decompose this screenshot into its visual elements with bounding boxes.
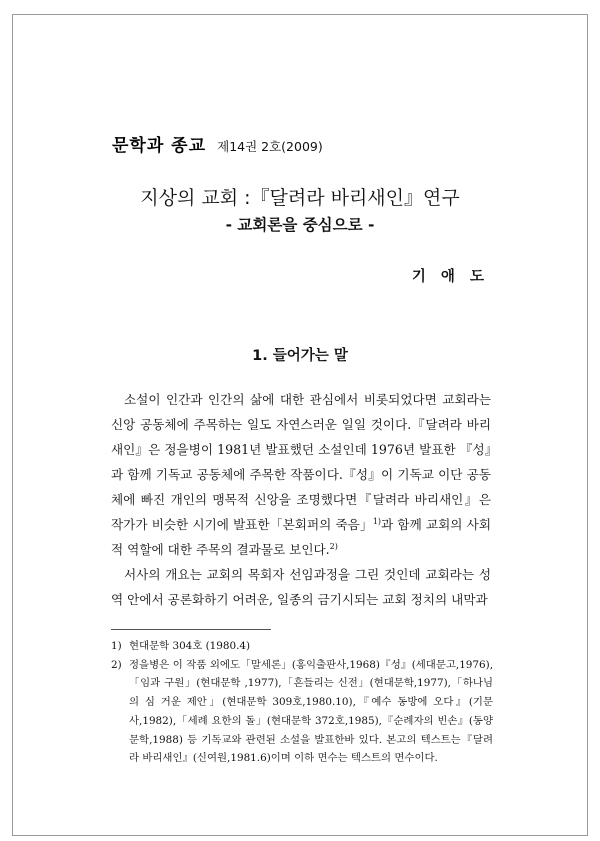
body-text (111, 387, 491, 612)
footnote-text: 현대문학 304호 (1980.4) (129, 640, 251, 652)
footnote-1 (111, 637, 493, 656)
paragraph-1-text: 소설이 인간과 인간의 삶에 대한 관심에서 비롯되었다면 교회라는 신앙 공동체에 주목하는 일도 자연스러운 일일 것이다.『달려라 바리새인』은 정을병이 1981년 발표했던 소설인데 1976년 발표한 『성』과 함께 기독교 공동체에 주목한 작품이다.『성』이 기독교 이단 공동체에 빠진 개인의 맹목적 신앙을 조명했다면『달려라 바리새인』은 작가가 비슷한 시기에 발표한「본회퍼의 죽음」 (111, 392, 491, 532)
footnotes (111, 637, 493, 768)
journal-issue: 제14권 2호(2009) (217, 139, 323, 154)
footnote-2 (111, 656, 493, 768)
paragraph-1 (111, 387, 491, 562)
paper-subtitle: - 교회론을 중심으로 - (225, 216, 375, 234)
footnote-ref-1[interactable]: 1) (372, 516, 382, 526)
journal-name: 문학과 종교 (112, 136, 207, 156)
footnote-ref-2[interactable]: 2) (329, 541, 338, 551)
footnote-number: 1) (111, 640, 122, 652)
section-heading: 1. 들어가는 말 (252, 348, 348, 364)
footnote-text: 정을병은 이 작품 외에도「말세론」(홍익출판사,1968)『성』(세대문고,1976),「임과 구원」(현대문학 ,1977),「흔들리는 신전」(현대문학,1977),「하나님의 심 거운 제안」(현대문학 309호,1980.10),『예수 동방에 오다』(기문사,1982),「세례 요한의 돌」(현대문학 372호,1985),『순례자의 빈손』(동양문학,1988) 등 기독교와 관련된 소설을 발표한바 있다. 본고의 텍스트는『달려라 바리새인』(신여원,1981.6)이며 이하 면수는 텍스트의 면수이다. (129, 658, 493, 765)
journal-header (112, 131, 323, 156)
paragraph-2: 서사의 개요는 교회의 목회자 선임과정을 그린 것인데 교회라는 성역 안에서 공론화하기 어려운, 일종의 금기시되는 교회 정치의 내막과 (111, 567, 491, 607)
footnote-divider (111, 629, 271, 630)
paragraph-1-text-cont: 과 함께 교회의 사회적 역할에 대한 주목의 결과물로 보인다. (111, 517, 491, 557)
paper-title: 지상의 교회 :『달려라 바리새인』연구 (140, 187, 460, 209)
footnote-number: 2) (111, 658, 122, 671)
author-name: 기 애 도 (411, 269, 489, 285)
